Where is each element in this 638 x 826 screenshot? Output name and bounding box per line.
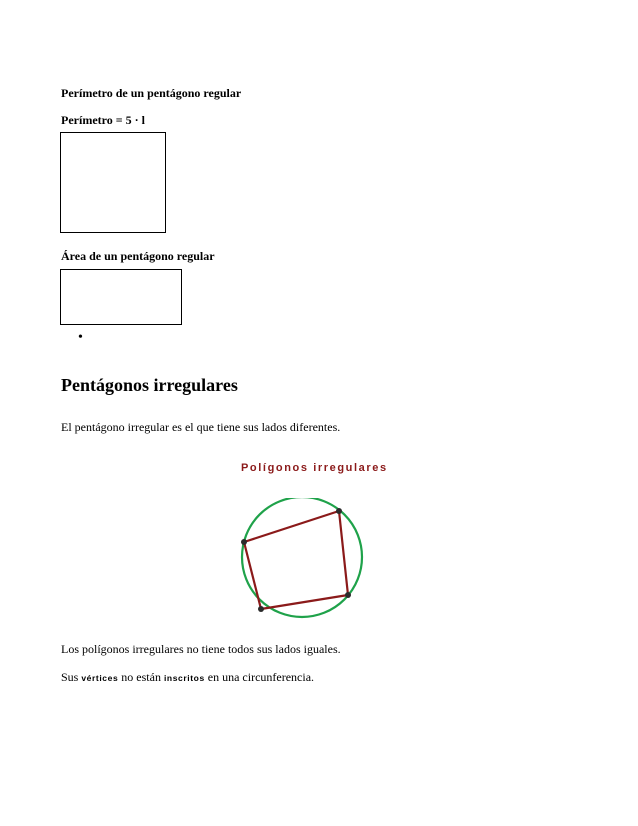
irregular-line-1: Los polígonos irregulares no tiene todos sus lados iguales. (61, 642, 341, 656)
line2-middle: no están (121, 670, 161, 684)
irregular-heading: Pentágonos irregulares (61, 375, 238, 395)
area-image-frame (60, 269, 182, 325)
irregular-polygon-figure (230, 498, 375, 623)
irregular-line-2 (61, 670, 314, 685)
quadrilateral (244, 511, 348, 609)
line2-prefix: Sus (61, 670, 79, 684)
figure-title: Polígonos irregulares (241, 462, 388, 474)
list-bullet: • (78, 330, 83, 345)
vertex-point (241, 539, 247, 545)
area-heading: Área de un pentágono regular (61, 249, 215, 263)
vertex-point (336, 508, 342, 514)
perimeter-heading: Perímetro de un pentágono regular (61, 86, 242, 100)
term-inscribed: inscritos (163, 673, 205, 683)
vertex-point (345, 592, 351, 598)
term-vertices: vértices (81, 673, 119, 683)
perimeter-image-frame (60, 132, 166, 233)
vertex-point (258, 606, 264, 612)
irregular-intro: El pentágono irregular es el que tiene sus lados diferentes. (61, 420, 341, 434)
line2-suffix: en una circunferencia. (207, 670, 315, 684)
perimeter-formula: Perímetro = 5 · l (61, 113, 145, 127)
